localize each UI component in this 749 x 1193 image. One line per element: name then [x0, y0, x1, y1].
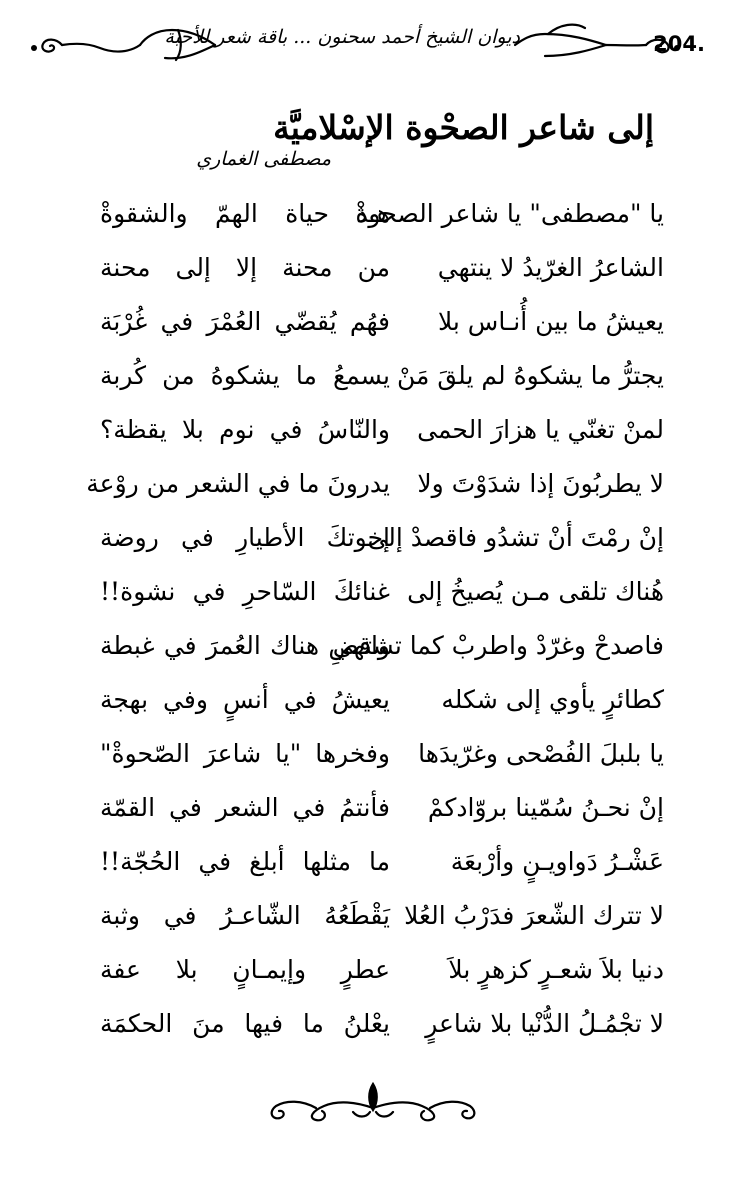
- verse: [0, 354, 749, 408]
- verse-first-hemistich: هُناك تلقى مـن يُصيخُ إلى: [407, 577, 664, 606]
- verse-second-hemistich: عطرٍ وإيمـانٍ بلا عفة: [100, 955, 390, 984]
- verse-first-hemistich: لمنْ تغنّي يا هزارَ الحمى: [417, 415, 664, 444]
- poem-body: [0, 192, 749, 1056]
- verse-first-hemistich: كطائرٍ يأوي إلى شكله: [441, 685, 664, 714]
- verse: [0, 300, 749, 354]
- verse: [0, 1002, 749, 1056]
- verse-second-hemistich: يعيشُ في أنسٍ وفي بهجة: [100, 685, 390, 714]
- verse: [0, 786, 749, 840]
- verse-second-hemistich: يَقْطَعُهُ الشّاعـرُ في وثبة: [100, 901, 390, 930]
- verse-second-hemistich: وفخرها "يا شاعرَ الصّحوةْ": [100, 739, 390, 768]
- running-title: ديوان الشيخ أحمد سحنون ... باقة شعر للأحبة: [164, 26, 520, 48]
- verse-first-hemistich: يا بلبلَ الفُصْحى وغرّيدَها: [418, 739, 664, 768]
- verse-second-hemistich: فأنتمُ في الشعر في القمّة: [100, 793, 390, 822]
- poet-name: مصطفى الغماري: [196, 148, 331, 170]
- verse-second-hemistich: يعْلنُ ما فيها منَ الحكمَة: [100, 1009, 390, 1038]
- verse: [0, 462, 749, 516]
- verse-second-hemistich: والنّاسُ في نوم بلا يقظة؟: [100, 415, 390, 444]
- verse-second-hemistich: فهُم يُقضّي العُمْرَ في غُرْبَة: [100, 307, 390, 336]
- verse-second-hemistich: يسمعُ ما يشكوهُ من كُربة: [100, 361, 390, 390]
- page-number: 204.: [653, 32, 705, 56]
- verse-first-hemistich: إنْ نحـنُ سُمّينا بروّادكمْ: [427, 793, 664, 822]
- verse-first-hemistich: دنيا بلاَ شعـرٍ كزهرٍ بلاَ: [448, 955, 664, 984]
- verse: [0, 570, 749, 624]
- verse-first-hemistich: فاصدحْ وغرّدْ واطربْ كما تشتهي: [332, 631, 664, 660]
- verse-first-hemistich: يجترُّ ما يشكوهُ لم يلقَ مَنْ: [396, 361, 664, 390]
- verse-first-hemistich: لا تترك الشّعرَ فدَرْبُ العُلا: [404, 901, 664, 930]
- verse-second-hemistich: من محنة إلا إلى محنة: [100, 253, 390, 282]
- verse-first-hemistich: عَشْـرُ دَواويـنٍ وأرْبعَة: [450, 847, 664, 876]
- verse-first-hemistich: يا "مصطفى" يا شاعر الصحوةْ: [355, 199, 664, 228]
- verse-first-hemistich: إنْ رمْتَ أنْ تشدُو فاقصدْ إلى: [367, 523, 664, 552]
- verse-second-hemistich: واقضِ هناك العُمرَ في غبطة: [100, 631, 390, 660]
- verse: [0, 894, 749, 948]
- page-header: [0, 0, 749, 80]
- verse: [0, 624, 749, 678]
- verse: [0, 516, 749, 570]
- verse: [0, 948, 749, 1002]
- verse-first-hemistich: لا تجْمُـلُ الدُّنْيا بلا شاعرٍ: [425, 1009, 664, 1038]
- verse-first-hemistich: لا يطربُونَ إذا شدَوْتَ ولا: [417, 469, 664, 498]
- verse: [0, 192, 749, 246]
- verse-second-hemistich: هـذ حياة الهمّ والشقوةْ: [100, 199, 390, 228]
- verse: [0, 408, 749, 462]
- verse-second-hemistich: إخوتكَ الأطيارِ في روضة: [100, 523, 390, 552]
- verse: [0, 678, 749, 732]
- verse: [0, 246, 749, 300]
- verse-second-hemistich: يدرونَ ما في الشعر من روْعة: [86, 469, 390, 498]
- verse-second-hemistich: غنائكَ السّاحرِ في نشوة!!: [100, 577, 390, 606]
- verse: [0, 732, 749, 786]
- verse-second-hemistich: ما مثلها أبلغ في الحُجّة!!: [100, 847, 390, 876]
- verse: [0, 840, 749, 894]
- verse-first-hemistich: الشاعرُ الغرّيدُ لا ينتهي: [437, 253, 664, 282]
- poem-title: إلى شاعر الصحْوة الإسْلاميَّة: [273, 108, 654, 147]
- verse-first-hemistich: يعيشُ ما بين أُنـاس بلا: [437, 307, 664, 336]
- footer-ornament-icon: [258, 1078, 488, 1124]
